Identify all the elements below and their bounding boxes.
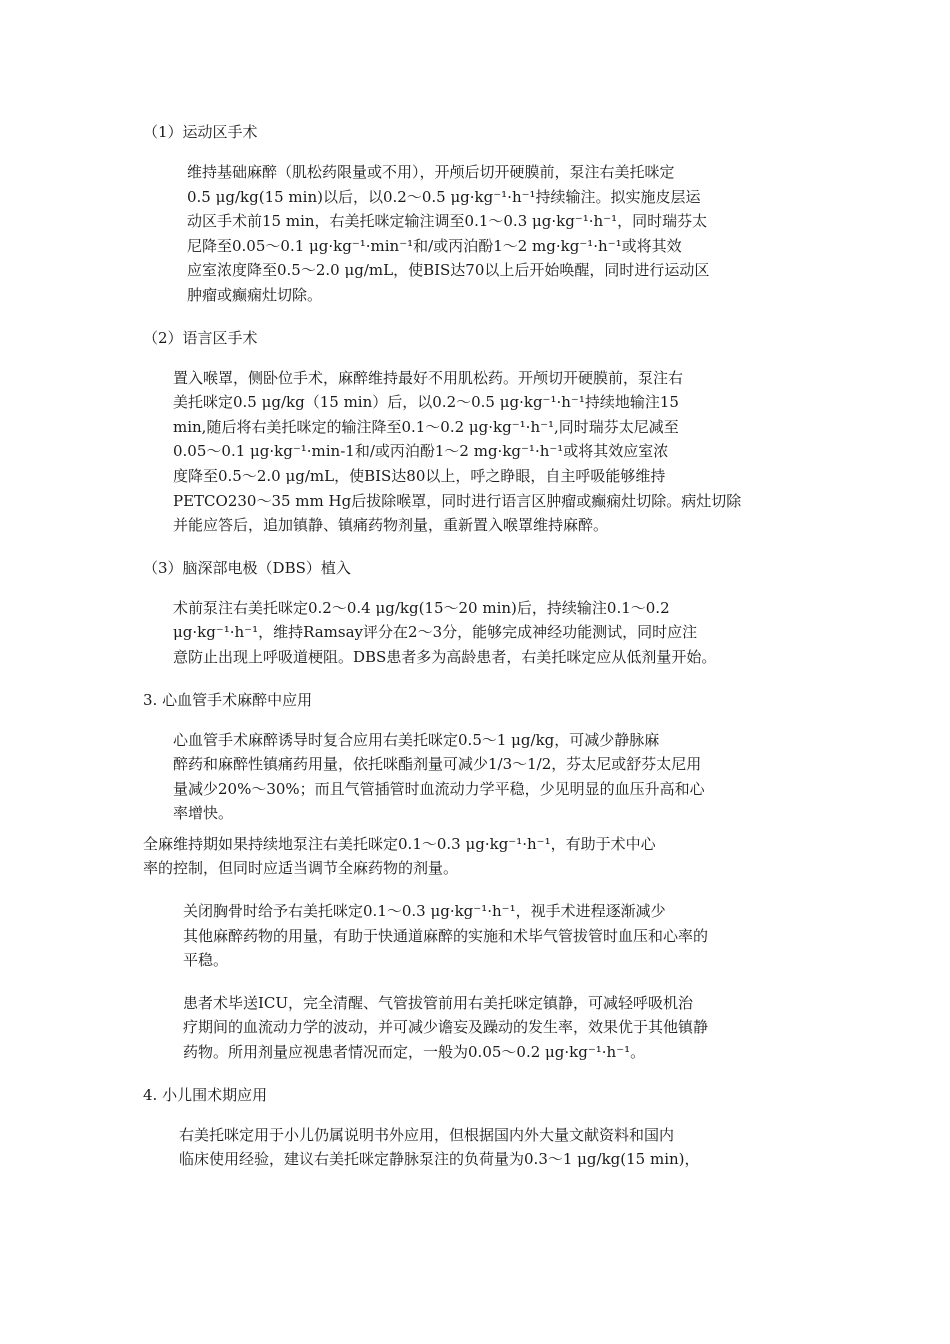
paragraph-language-area [143,366,814,538]
text-line: 应室浓度降至0.5～2.0 μg/mL，使BIS达70以上后开始唤醒，同时进行运动区 [187,261,710,280]
text-line: 患者术毕送ICU，完全清醒、气管拔管前用右美托咪定镇静，可减轻呼吸机治 [183,993,694,1012]
paragraph-dbs [143,596,814,670]
text-line: 全麻维持期如果持续地泵注右美托咪定0.1～0.3 μg·kg⁻¹·h⁻¹，有助于术中心 [143,834,656,853]
paragraph-cardiovascular-maintenance [143,832,814,881]
text-line: 置入喉罩，侧卧位手术，麻醉维持最好不用肌松药。开颅切开硬膜前，泵注右 [173,368,684,387]
paragraph-cardiovascular-icu [143,991,814,1065]
text-line: 率的控制，但同时应适当调节全麻药物的剂量。 [143,859,459,878]
text-line: 尼降至0.05～0.1 μg·kg⁻¹·min⁻¹和/或丙泊酚1～2 mg·kg⁻¹·h⁻¹或将其效 [187,236,682,255]
text-line: 动区手术前15 min，右美托咪定输注调至0.1～0.3 μg·kg⁻¹·h⁻¹，同时瑞芬太 [187,212,708,231]
text-line: 平稳。 [183,951,229,970]
text-line: 维持基础麻醉（肌松药限量或不用），开颅后切开硬膜前，泵注右美托咪定 [187,163,675,181]
text-line: 药物。所用剂量应视患者情况而定，一般为0.05～0.2 μg·kg⁻¹·h⁻¹。 [183,1043,646,1062]
paragraph-cardiovascular-induction [143,728,814,826]
section-heading-dbs: （3）脑深部电极（DBS）植入 [143,558,351,577]
text-line: min,随后将右美托咪定的输注降至0.1～0.2 μg·kg⁻¹·h⁻¹,同时瑞芬太尼减至 [173,417,679,436]
text-line: 醉药和麻醉性镇痛药用量，依托咪酯剂量可减少1/3～1/2，芬太尼或舒芬太尼用 [173,755,702,774]
paragraph-cardiovascular-sternum [143,899,814,973]
section-heading-language-area: （2）语言区手术 [143,328,258,347]
text-line: 右美托咪定用于小儿仍属说明书外应用，但根据国内外大量文献资料和国内 [179,1125,675,1144]
text-line: 其他麻醉药物的用量，有助于快通道麻醉的实施和术毕气管拔管时血压和心率的 [183,926,709,945]
text-line: 0.05～0.1 μg·kg⁻¹·min-1和/或丙泊酚1～2 mg·kg⁻¹·h⁻¹或将其效应室浓 [173,442,669,461]
text-line: μg·kg⁻¹·h⁻¹，维持Ramsay评分在2～3分，能够完成神经功能测试，同时应注 [173,623,698,642]
text-line: 心血管手术麻醉诱导时复合应用右美托咪定0.5～1 μg/kg，可减少静脉麻 [173,730,660,749]
text-line: 肿瘤或癫痫灶切除。 [187,285,323,304]
text-line: 率增快。 [173,804,234,823]
paragraph-pediatric [143,1123,814,1172]
text-line: 关闭胸骨时给予右美托咪定0.1～0.3 μg·kg⁻¹·h⁻¹，视手术进程逐渐减少 [183,902,666,921]
section-heading-motor-area: （1）运动区手术 [143,123,258,141]
text-line: 0.5 μg/kg(15 min)以后，以0.2～0.5 μg·kg⁻¹·h⁻¹持续输注。拟实施皮层运 [187,187,701,206]
text-line: 美托咪定0.5 μg/kg（15 min）后，以0.2～0.5 μg·kg⁻¹·h⁻¹持续地输注15 [173,393,679,412]
text-line: 意防止出现上呼吸道梗阻。DBS患者多为高龄患者，右美托咪定应从低剂量开始。 [173,647,717,666]
text-line: 临床使用经验，建议右美托咪定静脉泵注的负荷量为0.3～1 μg/kg(15 min)， [179,1150,700,1169]
paragraph-motor-area [143,160,814,308]
text-line: PETCO230～35 mm Hg后拔除喉罩，同时进行语言区肿瘤或癫痫灶切除。病灶切除 [173,491,742,510]
text-line: 量减少20%～30%；而且气管插管时血流动力学平稳，少见明显的血压升高和心 [173,779,705,798]
text-line: 并能应答后，追加镇静、镇痛药物剂量，重新置入喉罩维持麻醉。 [173,516,609,535]
text-line: 术前泵注右美托咪定0.2～0.4 μg/kg(15～20 min)后，持续输注0.1～0.2 [173,598,670,617]
section-heading-cardiovascular: 3. 心血管手术麻醉中应用 [143,690,313,709]
section-heading-pediatric: 4. 小儿围术期应用 [143,1085,268,1104]
text-line: 度降至0.5～2.0 μg/mL，使BIS达80以上，呼之睁眼，自主呼吸能够维持 [173,466,666,485]
text-line: 疗期间的血流动力学的波动，并可减少谵妄及躁动的发生率，效果优于其他镇静 [183,1018,709,1037]
